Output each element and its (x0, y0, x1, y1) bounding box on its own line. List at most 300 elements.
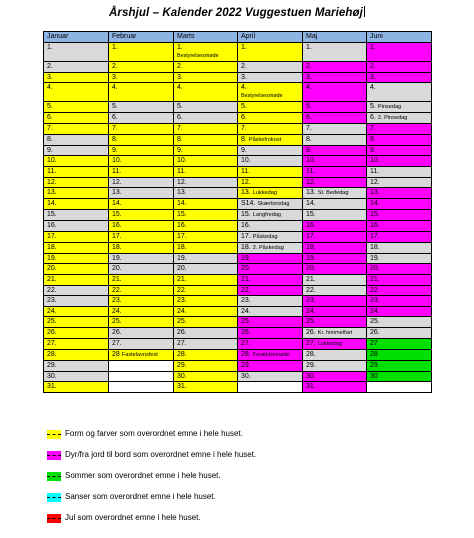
day-cell (109, 338, 174, 349)
day-cell (303, 317, 367, 328)
day-number: 5. (112, 103, 118, 111)
day-cell (238, 264, 303, 275)
day-number: 15. (112, 211, 122, 219)
day-cell (238, 83, 303, 102)
day-cell (44, 317, 109, 328)
day-number: 20. (177, 265, 187, 273)
day-cell (109, 306, 174, 317)
day-cell (44, 231, 109, 242)
day-cell (367, 113, 432, 124)
day-cell (367, 285, 432, 296)
day-number: 31. (47, 383, 57, 391)
legend-color-swatch (47, 430, 61, 439)
day-cell (109, 360, 174, 371)
day-number: 30. (47, 372, 57, 380)
day-cell (109, 317, 174, 328)
day-number: 15. (47, 211, 57, 219)
day-number: 17. (241, 232, 251, 240)
day-number: 11. (112, 167, 122, 175)
day-number: 8. (177, 135, 183, 143)
day-number: 1. (177, 44, 183, 51)
day-event: Påskefrokost (248, 136, 282, 143)
day-number: 16. (177, 222, 187, 230)
day-number: 12. (177, 178, 187, 186)
day-cell (303, 221, 367, 232)
day-number: 19. (306, 254, 316, 262)
legend-item (47, 429, 407, 439)
day-number: 26. (370, 328, 380, 336)
day-number: 16. (241, 222, 251, 230)
day-number: 24. (177, 307, 187, 315)
day-number: 8. (112, 135, 118, 143)
table-row (44, 360, 432, 371)
day-cell (174, 264, 238, 275)
day-cell (303, 327, 367, 338)
day-number: 19. (47, 254, 57, 262)
table-row (44, 274, 432, 285)
day-number: 28. (47, 350, 57, 358)
day-cell (303, 349, 367, 360)
day-number: 22. (306, 286, 316, 294)
day-cell (109, 274, 174, 285)
day-number: 1. (370, 44, 376, 51)
day-number: 11. (177, 167, 187, 175)
day-number: 13. (370, 189, 380, 197)
day-number: 6. (306, 114, 312, 122)
day-cell (238, 382, 303, 393)
day-number: 22. (241, 286, 251, 294)
day-cell (303, 371, 367, 382)
day-number: 22. (177, 286, 187, 294)
day-number: 25. (306, 318, 316, 326)
day-cell (303, 306, 367, 317)
table-row (44, 145, 432, 156)
day-cell (44, 156, 109, 167)
day-number: 28. (177, 350, 187, 358)
day-cell (238, 296, 303, 307)
day-cell (303, 156, 367, 167)
day-number: 7. (177, 125, 183, 133)
day-number: 10. (112, 157, 122, 165)
day-cell (109, 102, 174, 113)
day-cell (174, 210, 238, 221)
legend-item (47, 471, 407, 481)
day-number: 17. (306, 232, 316, 240)
day-number: 20. (370, 265, 380, 273)
day-number: 21. (370, 275, 380, 283)
day-number: 23. (112, 297, 122, 305)
day-number: 17. (47, 232, 57, 240)
day-number: 13. (112, 189, 122, 197)
day-cell (44, 113, 109, 124)
day-event: Kr. himmelfart (317, 329, 353, 336)
day-cell (238, 338, 303, 349)
day-cell (238, 166, 303, 177)
day-number: 10. (177, 157, 187, 165)
day-number: 4. (177, 84, 183, 92)
day-number: S14. (241, 200, 256, 208)
day-cell (174, 62, 238, 73)
day-number: 23. (306, 297, 316, 305)
table-row (44, 327, 432, 338)
day-cell (303, 296, 367, 307)
day-number: 20. (112, 265, 122, 273)
day-number: 21. (177, 275, 187, 283)
day-cell (44, 264, 109, 275)
day-number: 8. (241, 135, 247, 143)
day-number: 7. (47, 125, 53, 133)
day-cell (238, 177, 303, 188)
day-cell (367, 264, 432, 275)
table-row (44, 264, 432, 275)
day-cell (44, 102, 109, 113)
table-row (44, 134, 432, 145)
day-event: Forældremøde (252, 351, 290, 358)
day-cell (367, 166, 432, 177)
day-cell (238, 231, 303, 242)
day-cell (174, 327, 238, 338)
day-number: 27. (177, 339, 187, 347)
legend-color-swatch (47, 514, 61, 523)
day-number: 6. (241, 114, 247, 122)
month-header-row (44, 32, 432, 43)
table-row (44, 231, 432, 242)
day-number: 17. (177, 232, 187, 240)
day-number: 4. (306, 84, 312, 92)
day-cell (44, 327, 109, 338)
day-number: 24. (112, 307, 122, 315)
day-number: 1. (47, 44, 53, 51)
day-cell (44, 210, 109, 221)
day-cell (44, 360, 109, 371)
day-cell (367, 382, 432, 393)
day-number: 30. (241, 372, 251, 380)
day-cell (44, 253, 109, 264)
day-number: 6. (112, 114, 118, 122)
day-cell (44, 242, 109, 253)
day-number: 11. (241, 167, 251, 175)
day-number: 18. (370, 243, 380, 251)
day-cell (238, 274, 303, 285)
day-cell (303, 166, 367, 177)
day-cell (174, 83, 238, 102)
day-number: 18. (241, 243, 251, 251)
day-number: 2. (306, 63, 312, 70)
day-cell (44, 274, 109, 285)
day-cell (367, 242, 432, 253)
day-cell (367, 360, 432, 371)
day-number: 12. (241, 178, 251, 186)
day-cell (109, 253, 174, 264)
day-cell (238, 210, 303, 221)
day-number: 13. (177, 189, 187, 197)
day-number: 3. (370, 73, 376, 81)
day-cell (44, 306, 109, 317)
day-cell (367, 62, 432, 73)
day-cell (303, 83, 367, 102)
day-cell (303, 382, 367, 393)
day-number: 25. (241, 318, 251, 326)
day-number: 20. (241, 265, 251, 273)
day-number: 3. (47, 73, 53, 81)
day-number: 15. (177, 211, 187, 219)
table-row (44, 285, 432, 296)
day-number: 12. (112, 178, 122, 186)
day-cell (303, 124, 367, 135)
day-cell (367, 338, 432, 349)
day-number: 3. (241, 73, 247, 81)
day-cell (303, 210, 367, 221)
day-number: 25. (177, 318, 187, 326)
day-cell (238, 124, 303, 135)
table-row (44, 253, 432, 264)
day-cell (44, 83, 109, 102)
day-cell (238, 327, 303, 338)
day-number: 4. (370, 84, 376, 92)
day-cell (174, 221, 238, 232)
day-number: 2. (241, 63, 247, 70)
day-cell (238, 221, 303, 232)
day-cell (109, 83, 174, 102)
day-number: 10. (306, 157, 316, 165)
day-number: 1. (112, 44, 118, 51)
day-number: 14. (112, 200, 122, 208)
day-number: 3. (177, 73, 183, 81)
day-event: Lukkedag (317, 340, 342, 347)
day-number: 29. (177, 361, 187, 369)
table-row (44, 199, 432, 210)
day-cell (44, 43, 109, 62)
calendar-body (44, 43, 432, 393)
day-number: 2. (112, 63, 118, 70)
day-number: 13. (306, 189, 316, 197)
day-cell (174, 317, 238, 328)
day-number: 7. (370, 125, 376, 133)
day-cell (238, 242, 303, 253)
day-number: 27. (112, 339, 122, 347)
table-row (44, 43, 432, 62)
day-cell (44, 134, 109, 145)
day-cell (238, 72, 303, 83)
day-number: 14. (177, 200, 187, 208)
day-number: 11. (306, 167, 316, 175)
day-number: 8. (47, 135, 53, 143)
day-number: 13. (47, 189, 57, 197)
day-event: Fastelavnsfest (121, 351, 158, 358)
day-number: 15. (241, 211, 251, 219)
day-number: 19. (241, 254, 251, 262)
day-number: 21. (47, 275, 57, 283)
day-event: Langfredag (252, 212, 282, 219)
day-number: 26. (112, 328, 122, 336)
day-number: 22. (47, 286, 57, 294)
day-cell (238, 360, 303, 371)
day-cell (109, 296, 174, 307)
day-cell (367, 231, 432, 242)
legend-text: Sanser som overordnet emne i hele huset. (65, 492, 216, 501)
day-number: 4. (47, 84, 53, 92)
table-row (44, 72, 432, 83)
day-number: 15. (370, 211, 380, 219)
day-number: 22. (370, 286, 380, 294)
day-number: 6. (47, 114, 53, 122)
day-cell (174, 360, 238, 371)
day-cell (44, 72, 109, 83)
day-cell (367, 210, 432, 221)
day-cell (238, 43, 303, 62)
day-cell (367, 274, 432, 285)
month-header-maj: Maj (303, 32, 367, 43)
day-cell (303, 264, 367, 275)
day-cell (109, 199, 174, 210)
day-number: 25. (47, 318, 57, 326)
day-number: 18. (112, 243, 122, 251)
day-cell (44, 349, 109, 360)
day-number: 14. (47, 200, 57, 208)
day-cell (367, 253, 432, 264)
day-cell (109, 371, 174, 382)
day-number: 9. (370, 146, 376, 154)
day-cell (367, 102, 432, 113)
day-cell (44, 296, 109, 307)
day-cell (238, 145, 303, 156)
legend-text: Dyr/fra jord til bord som overordnet emne i hele huset. (65, 450, 257, 459)
day-number: 27. (241, 339, 251, 347)
day-number: 6. (370, 114, 376, 122)
day-number: 6. (177, 114, 183, 122)
day-number: 28 (370, 350, 378, 358)
day-event: Bestyrelsesmøde (177, 53, 219, 59)
day-number: 18. (306, 243, 316, 251)
day-cell (109, 327, 174, 338)
day-number: 21. (306, 275, 316, 283)
day-number: 27 (370, 339, 378, 347)
month-header-april: April (238, 32, 303, 43)
legend-text: Jul som overordnet emne i hele huset. (65, 513, 201, 522)
legend-text: Form og farver som overordnet emne i hele huset. (65, 429, 243, 438)
day-event: St. Bededag (317, 190, 349, 197)
day-cell (109, 113, 174, 124)
day-cell (303, 231, 367, 242)
day-cell (238, 156, 303, 167)
day-cell (174, 199, 238, 210)
day-number: 29. (241, 361, 251, 369)
day-number: 16. (47, 222, 57, 230)
day-cell (109, 72, 174, 83)
day-number: 24. (370, 307, 380, 315)
day-cell (174, 274, 238, 285)
day-cell (174, 134, 238, 145)
day-cell (367, 371, 432, 382)
day-cell (109, 43, 174, 62)
day-cell (174, 231, 238, 242)
day-cell (44, 221, 109, 232)
day-number: 9. (47, 146, 53, 154)
day-number: 21. (241, 275, 251, 283)
day-cell (367, 156, 432, 167)
table-row (44, 296, 432, 307)
day-cell (303, 253, 367, 264)
day-cell (303, 102, 367, 113)
day-cell (238, 188, 303, 199)
day-number: 23. (241, 297, 251, 305)
day-cell (174, 253, 238, 264)
day-number: 27. (306, 339, 316, 347)
day-cell (109, 145, 174, 156)
day-cell (109, 231, 174, 242)
day-cell (174, 188, 238, 199)
legend-color-swatch (47, 493, 61, 502)
day-cell (44, 177, 109, 188)
table-row (44, 62, 432, 73)
day-number: 20. (47, 265, 57, 273)
day-cell (44, 371, 109, 382)
day-cell (109, 210, 174, 221)
day-number: 30. (306, 372, 316, 380)
legend-color-swatch (47, 451, 61, 460)
day-number: 2. (177, 63, 183, 70)
day-number: 11. (370, 167, 380, 175)
day-cell (367, 43, 432, 62)
day-cell (109, 156, 174, 167)
day-cell (109, 382, 174, 393)
day-cell (238, 113, 303, 124)
day-cell (174, 145, 238, 156)
day-cell (367, 188, 432, 199)
day-cell (174, 166, 238, 177)
day-number: 5. (370, 103, 376, 111)
month-header-juni: Juni (367, 32, 432, 43)
day-cell (174, 338, 238, 349)
day-number: 26. (241, 328, 251, 336)
day-number: 28. (306, 350, 316, 358)
day-cell (109, 349, 174, 360)
day-cell (303, 338, 367, 349)
day-number: 26. (47, 328, 57, 336)
day-cell (174, 382, 238, 393)
table-row (44, 124, 432, 135)
month-header-februar: Februar (109, 32, 174, 43)
day-cell (174, 72, 238, 83)
day-cell (109, 124, 174, 135)
day-cell (303, 285, 367, 296)
day-number: 23. (177, 297, 187, 305)
day-number: 29 (370, 361, 378, 369)
day-number: 14. (306, 200, 316, 208)
day-cell (367, 296, 432, 307)
day-cell (303, 199, 367, 210)
table-row (44, 306, 432, 317)
day-event: Påskedag (252, 233, 278, 240)
table-row (44, 113, 432, 124)
day-cell (109, 264, 174, 275)
day-number: 28. (241, 350, 251, 358)
day-number: 5. (306, 103, 312, 111)
day-number: 29. (47, 361, 57, 369)
legend-item (47, 450, 407, 460)
day-cell (238, 199, 303, 210)
day-number: 8. (306, 135, 312, 143)
day-number: 25. (112, 318, 122, 326)
day-cell (174, 113, 238, 124)
document-title (0, 6, 474, 19)
day-cell (174, 296, 238, 307)
day-number: 16. (306, 222, 316, 230)
day-number: 19. (177, 254, 187, 262)
day-number: 8. (370, 135, 376, 143)
day-number: 18. (47, 243, 57, 251)
day-number: 3. (306, 73, 312, 81)
